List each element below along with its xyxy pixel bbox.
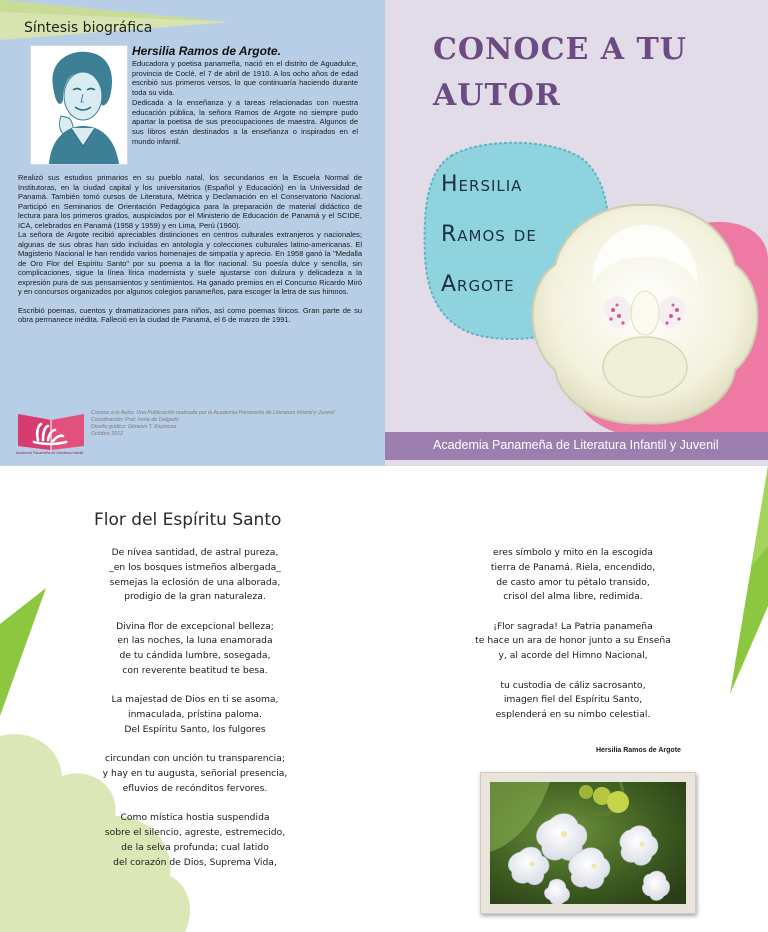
- bio-body: [18, 173, 362, 325]
- poem-line: semejas la eclosión de una alborada,: [109, 576, 281, 588]
- credit-line: Octubre 2012: [91, 431, 124, 437]
- stanza: [84, 693, 306, 737]
- poem-line: ¡Flor sagrada! La Patria panameña: [493, 620, 653, 632]
- poem-line: efluvios de recónditos fervores.: [122, 782, 268, 794]
- stanza: [462, 620, 684, 664]
- poem-line: Del Espíritu Santo, los fulgores: [124, 723, 266, 735]
- poem-line: circundan con unción tu transparencia;: [105, 753, 285, 765]
- stanza: [84, 546, 306, 605]
- poem-line: de casto amor tu pétalo transido,: [496, 576, 650, 588]
- bio-intro: [132, 59, 358, 146]
- poem-line: De nívea santidad, de astral pureza,: [111, 547, 279, 558]
- orchid-photo-frame: [480, 772, 696, 914]
- poem-line: inmaculada, prístina paloma.: [128, 709, 262, 721]
- poem-line: y, al acorde del Himno Nacional,: [498, 650, 648, 662]
- poem-line: en las noches, la luna enamorada: [117, 635, 273, 647]
- author-name: Hersilia Ramos de Argote.: [132, 44, 281, 58]
- poem-line: La majestad de Dios en ti se asoma,: [111, 694, 279, 706]
- poem-line: imagen fiel del Espíritu Santo,: [503, 694, 643, 706]
- poem-line: sobre el silencio, agreste, estremecido,: [104, 826, 286, 838]
- poem-line: prodigio de la gran naturaleza.: [124, 591, 266, 603]
- section-title: Síntesis biográfica: [24, 20, 153, 36]
- bio-paragraph: Realizó sus estudios primarios en su pueblo natal, los secundarios en la Escuela Normal de Institutoras, en la ciudad capital y los universitarios (Español y Educación) en la Universidad de Panamá. También tomó cursos de Literatura, Métrica y Declamación en el Conservatorio Nacional. Participó en Seminarios de Orientación Pedagógica para la preparación de material didáctico de lectura para los primeros grados, auspiciados por el Ministerio de Educación de Panamá y el SCIDE, ICA, celebrados en Panamá (1958 y 1959) y en Lima, Perú (1960).: [18, 173, 362, 230]
- academy-logo: [16, 408, 86, 450]
- poem-line: tierra de Panamá. Riela, encendido,: [490, 561, 656, 573]
- bio-paragraph: La señora de Argote recibió apreciables distinciones en centros culturales extranjeros y nacionales; algunas de sus obras han sido incluidas en antología y colecciones culturales latino-americanas. El Magisterio Nacional le han rendido varios homenajes de simpatía y aprecio. En 1958 ganó la "Medalla de Oro Flor del Espíritu Santo" por su poema a la flor nacional. Su poesía dulce y sencilla, sin complicaciones, sigue la línea lírica modernista y suele ajustarse con dulzura y delicadeza a la expresión pura de sus pensamientos y sentimientos. Ha ganado premios en el Concurso Ricardo Miró y en concursos organizados por algunos colegios panameños, para escoger la letra de sus himnos.: [18, 230, 362, 296]
- poem-line: eres símbolo y mito en la escogida: [493, 547, 653, 558]
- credits: [91, 410, 361, 438]
- poem-line: con reverente beatitud te besa.: [122, 665, 268, 677]
- stanza: [462, 679, 684, 723]
- poem-line: _en los bosques istmeños albergada_: [109, 561, 281, 573]
- cover-panel: [385, 0, 768, 466]
- poem-line: de la selva profunda; cual latido: [121, 841, 269, 853]
- poem-title: Flor del Espíritu Santo: [94, 510, 282, 530]
- credit-line: Coordinación: Prof. Irene de Delgado: [91, 417, 179, 423]
- poem-signature: Hersilia Ramos de Argote: [596, 747, 681, 754]
- white-orchid-image: [525, 195, 768, 430]
- credit-line: Conoce a tu Autor. Una Publicación realizada por la Academia Panameña de Literatura Infantil y Juvenil: [91, 410, 335, 416]
- author-name-line: Ramos de: [441, 222, 537, 247]
- author-name-line: Argote: [441, 272, 515, 297]
- stanza: [84, 752, 306, 796]
- biography-panel: [0, 0, 385, 466]
- orchid-photo: [490, 782, 686, 904]
- poem-line: y hay en tu augusta, señorial presencia,: [102, 768, 288, 780]
- poem-column-right: [462, 546, 684, 737]
- poem-line: del corazón de Dios, Suprema Vida,: [113, 856, 277, 868]
- credit-line: Diseño gráfico: Génesis T. Espinosa: [91, 424, 177, 430]
- footer-text: Academia Panameña de Literatura Infantil y Juvenil: [433, 438, 719, 452]
- poem-line: esplenderá en su nimbo celestial.: [495, 709, 651, 721]
- stanza: [84, 620, 306, 679]
- author-name-cover: [441, 160, 537, 310]
- cover-heading: [433, 27, 687, 119]
- stanza: [462, 546, 684, 605]
- poem-line: Como mística hostia suspendida: [120, 812, 270, 824]
- author-name-line: Hersilia: [441, 172, 523, 197]
- bio-paragraph: Escribió poemas, cuentos y dramatizaciones para niños, así como poemas líricos. Gran parte de su obra permanece inédita. Falleció en la ciudad de Panamá, el 6 de marzo de 1991.: [18, 305, 362, 324]
- poem-line: crisol del alma libre, redimida.: [503, 591, 643, 603]
- bio-intro-paragraph: Dedicada a la enseñanza y a tareas relacionadas con nuestra educación pública, la señora Ramos de Argote no siempre pudo apartar la poetisa de sus preocupaciones de maestra. Algunos de sus libros están destinados a la enseñanza o inspirados en el mundo infantil.: [132, 97, 358, 146]
- cover-heading-line: AUTOR: [433, 78, 561, 113]
- poem-page: [0, 466, 768, 932]
- poem-line: tu custodia de cáliz sacrosanto,: [500, 679, 646, 691]
- stanza: [84, 811, 306, 870]
- poem-line: de tu cándida lumbre, sosegada,: [119, 650, 271, 662]
- poem-column-left: [84, 546, 306, 885]
- cover-heading-line: CONOCE A TU: [433, 32, 687, 67]
- bio-intro-paragraph: Educadora y poetisa panameña, nació en el distrito de Aguadulce, provincia de Coclé, el 7 de abril de 1910. A los ocho años de edad escribió sus primeros versos, lo que continuaría haciendo durante toda su vida.: [132, 59, 358, 98]
- logo-caption: Academia Panameña de Literatura Infantil: [16, 451, 84, 455]
- poem-line: te hace un ara de honor junto a su Enseña: [475, 635, 671, 647]
- poem-line: Divina flor de excepcional belleza;: [116, 620, 274, 632]
- author-portrait: [30, 45, 128, 165]
